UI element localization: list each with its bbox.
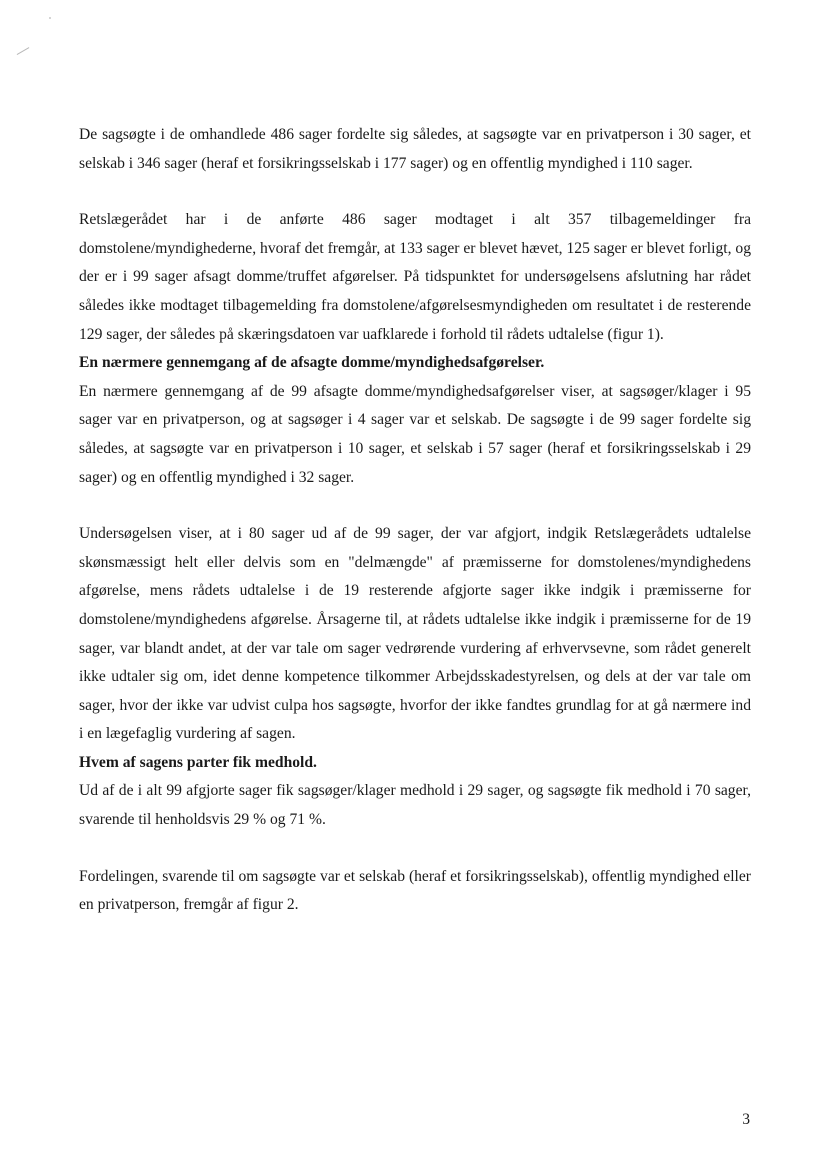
- scan-artifact: [17, 47, 34, 62]
- scan-artifact: [49, 17, 51, 19]
- document-body: [79, 121, 751, 920]
- paragraph-review-details: En nærmere gennemgang af de 99 afsagte domme/myndighedsafgørelser viser, at sagsøger/klager i 95 sager var en privatperson, og at sagsøger i 4 sager var et selskab. De sagsøgte i de 99 sager fordelte sig således, at sagsøgte var en privatperson i 10 sager, et selskab i 57 sager (heraf et forsikringsselskab i 29 sager) og en offentlig myndighed i 32 sager.: [79, 382, 751, 486]
- paragraph-defendants-distribution: De sagsøgte i de omhandlede 486 sager fordelte sig således, at sagsøgte var en privatperson i 30 sager, et selskab i 346 sager (heraf et forsikringsselskab i 177 sager) og en offentlig myndighed i 110 sager.: [79, 126, 751, 172]
- page-number: 3: [742, 1111, 750, 1128]
- section-heading-outcome: Hvem af sagens parter fik medhold.: [79, 753, 317, 771]
- paragraph-feedback-summary: Retslægerådet har i de anførte 486 sager modtaget i alt 357 tilbagemeldinger fra domstolene/myndighederne, hvoraf det fremgår, at 133 sager er blevet hævet, 125 sager er blevet forligt, og der er i 99 sager afsagt domme/truffet afgørelser. På tidspunktet for undersøgelsens afslutning har rådet således ikke modtaget tilbagemelding fra domstolene/afgørelsesmyndigheden om resultatet i de resterende 129 sager, der således på skæringsdatoen var uafklarede i forhold til rådets udtalelse (figur 1).: [79, 211, 751, 343]
- paragraph-outcome-details: Ud af de i alt 99 afgjorte sager fik sagsøger/klager medhold i 29 sager, og sagsøgte fik medhold i 70 sager, svarende til henholdsvis 29 % og 71 %.: [79, 782, 751, 829]
- paragraph-distribution-reference: Fordelingen, svarende til om sagsøgte var et selskab (heraf et forsikringsselskab), offentlig myndighed eller en privatperson, fremgår af figur 2.: [79, 867, 751, 914]
- section-heading-review: En nærmere gennemgang af de afsagte domme/myndighedsafgørelser.: [79, 354, 545, 372]
- paragraph-investigation-findings: Undersøgelsen viser, at i 80 sager ud af de 99 sager, der var afgjort, indgik Retslægerådets udtalelse skønsmæssigt helt eller delvis som en "delmængde" af præmisserne for domstolenes/myndighedens afgørelse, mens rådets udtalelse i de 19 resterende afgjorte sager ikke indgik i præmisserne for domstolene/myndighedens afgørelse. Årsagerne til, at rådets udtalelse ikke indgik i præmisserne for de 19 sager, var blandt andet, at der var tale om sager vedrørende vurdering af erhvervsevne, som rådet generelt ikke udtaler sig om, idet denne kompetence tilkommer Arbejdsskadestyrelsen, og dels at der var tale om sager, hvor der ikke var udvist culpa hos sagsøgte, hvorfor der ikke fandtes grundlag for at gå nærmere ind i en lægefaglig vurdering af sagen.: [79, 525, 751, 743]
